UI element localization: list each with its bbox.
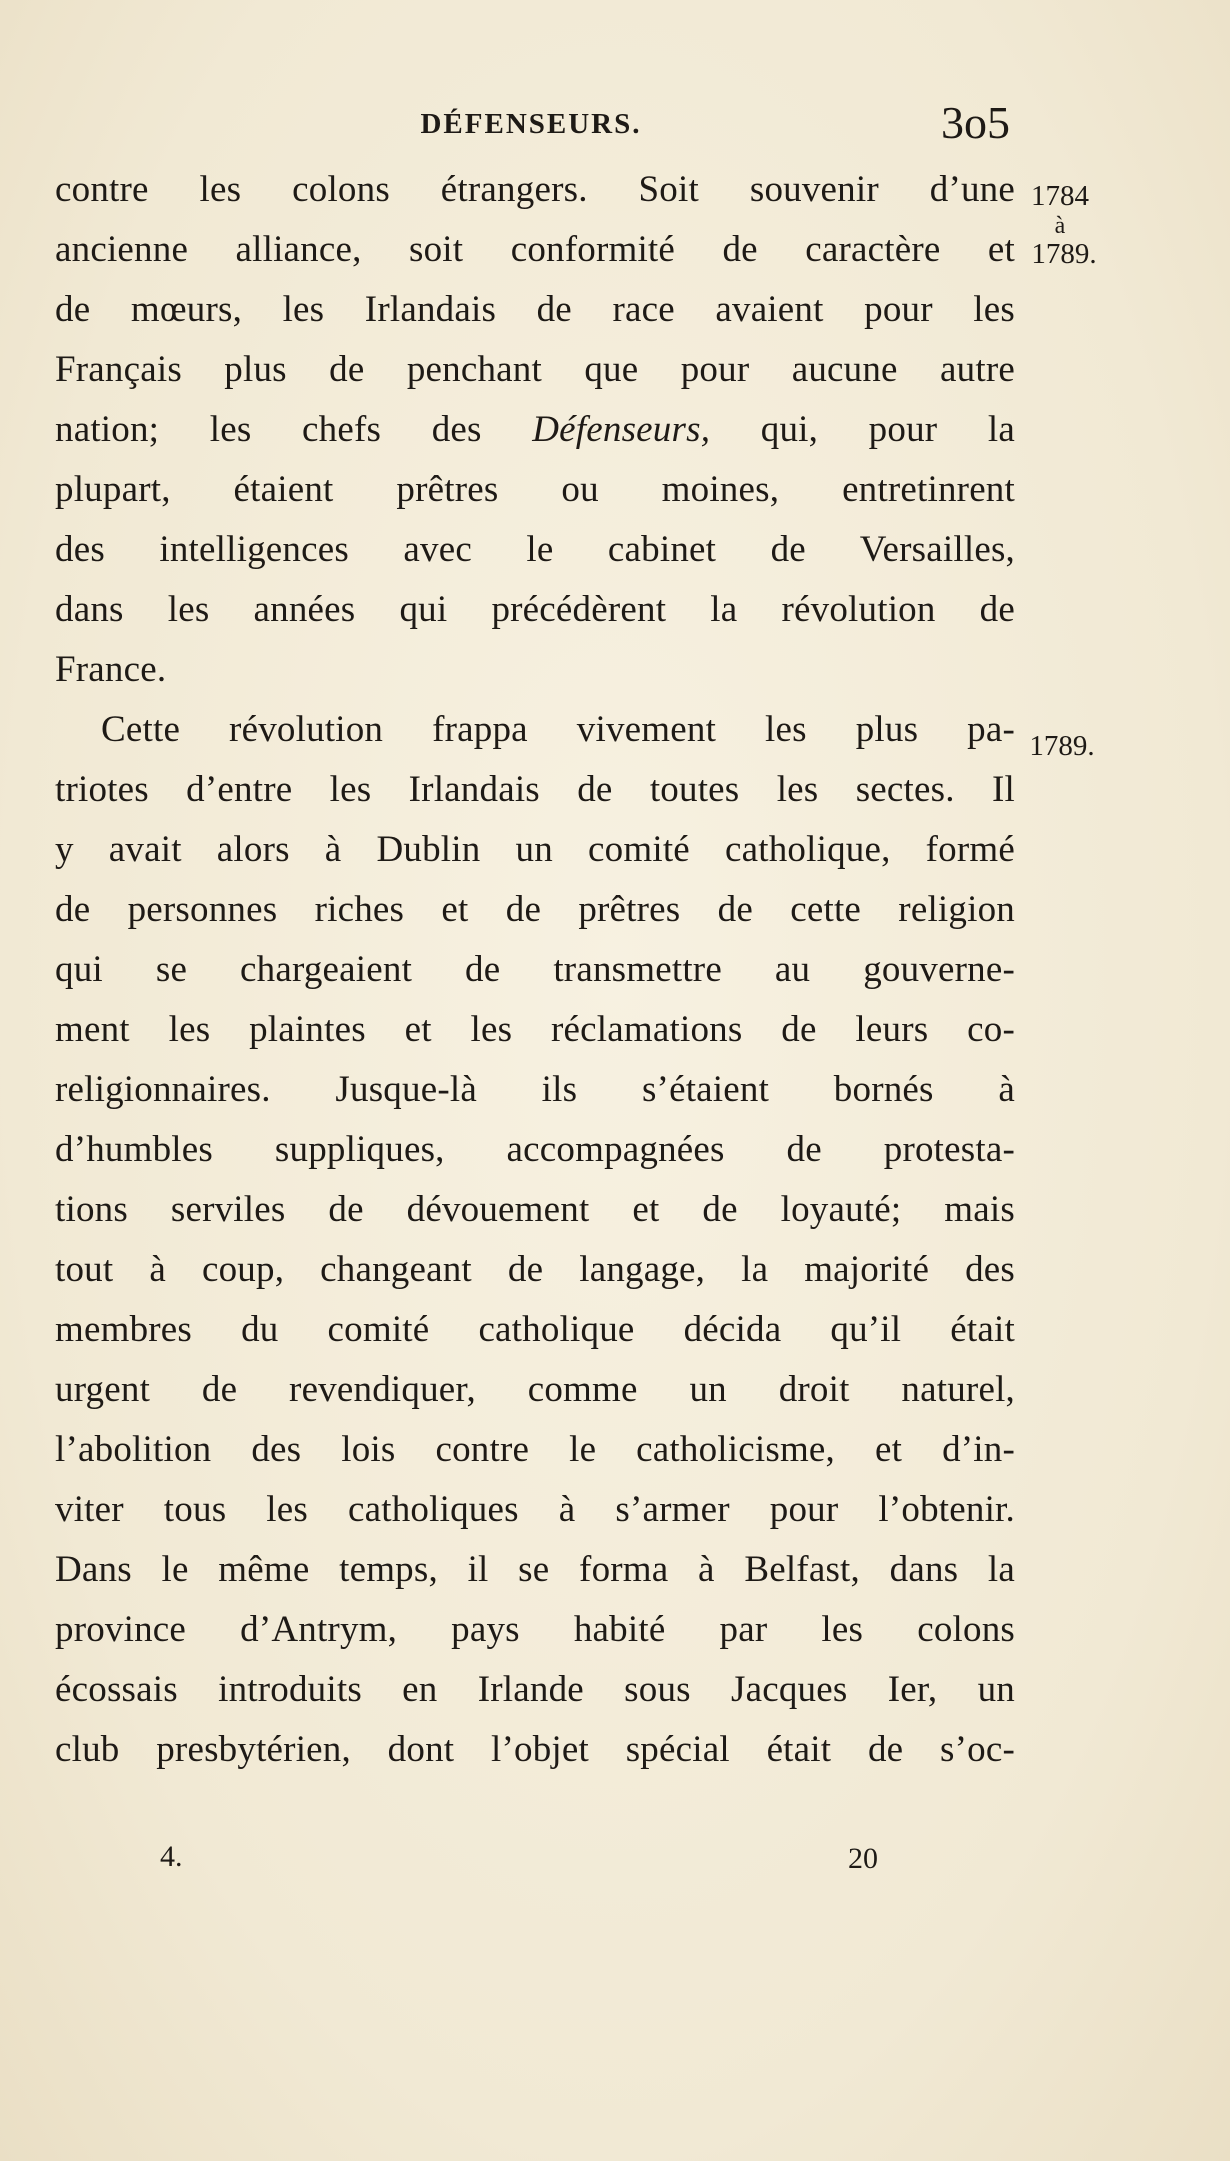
text-line: y avait alors à Dublin un comité catholique, formé	[55, 829, 1015, 870]
page-header	[52, 96, 1010, 156]
text-line: membres du comité catholique décida qu’il était	[55, 1309, 1015, 1350]
text-line: club presbytérien, dont l’objet spécial était de s’oc-	[55, 1729, 1015, 1770]
text-line: Cette révolution frappa vivement les plus pa-	[101, 709, 1015, 750]
text-line: Français plus de penchant que pour aucune autre	[55, 349, 1015, 390]
page-number: 3o5	[941, 97, 1010, 148]
text-line-segment: qui, pour la	[710, 409, 1015, 450]
text-line: dans les années qui précédèrent la révolution de	[55, 589, 1015, 630]
text-line-with-italic	[55, 400, 1015, 460]
italic-term: Défenseurs,	[532, 409, 711, 450]
text-line: contre les colons étrangers. Soit souvenir d’une	[55, 169, 1015, 210]
text-line-segment: nation; les chefs des	[55, 409, 533, 450]
body-text	[55, 160, 1015, 1780]
text-line: de personnes riches et de prêtres de cette religion	[55, 889, 1015, 930]
text-line: qui se chargeaient de transmettre au gouverne-	[55, 949, 1015, 990]
signature-mark: 4.	[160, 1840, 183, 1873]
text-line: religionnaires. Jusque-là ils s’étaient bornés à	[55, 1069, 1015, 1110]
margin-note-year: 1789.	[1029, 730, 1095, 762]
text-line: l’abolition des lois contre le catholicisme, et d’in-	[55, 1429, 1015, 1470]
text-line: Dans le même temps, il se forma à Belfast, dans la	[55, 1549, 1015, 1590]
text-line: ment les plaintes et les réclamations de leurs co-	[55, 1009, 1015, 1050]
margin-note-start-year: 1784	[1031, 180, 1089, 212]
text-line: viter tous les catholiques à s’armer pour l’obtenir.	[55, 1489, 1015, 1530]
text-line: des intelligences avec le cabinet de Versailles,	[55, 529, 1015, 570]
gathering-number: 20	[848, 1842, 878, 1875]
text-line: triotes d’entre les Irlandais de toutes les sectes. Il	[55, 769, 1015, 810]
text-line: tout à coup, changeant de langage, la majorité des	[55, 1249, 1015, 1290]
text-line: de mœurs, les Irlandais de race avaient pour les	[55, 289, 1015, 330]
text-line: d’humbles suppliques, accompagnées de protesta-	[55, 1129, 1015, 1170]
margin-note-end-year: 1789.	[1031, 238, 1097, 270]
text-line: province d’Antrym, pays habité par les colons	[55, 1609, 1015, 1650]
margin-note-range-word: à	[1054, 213, 1066, 239]
text-line: plupart, étaient prêtres ou moines, entretinrent	[55, 469, 1015, 510]
text-line: ancienne alliance, soit conformité de caractère et	[55, 229, 1015, 270]
text-line: tions serviles de dévouement et de loyauté; mais	[55, 1189, 1015, 1230]
text-line: France.	[55, 649, 167, 690]
running-head: DÉFENSEURS.	[420, 108, 642, 140]
text-line: urgent de revendiquer, comme un droit naturel,	[55, 1369, 1015, 1410]
text-line: écossais introduits en Irlande sous Jacques Ier, un	[55, 1669, 1015, 1710]
